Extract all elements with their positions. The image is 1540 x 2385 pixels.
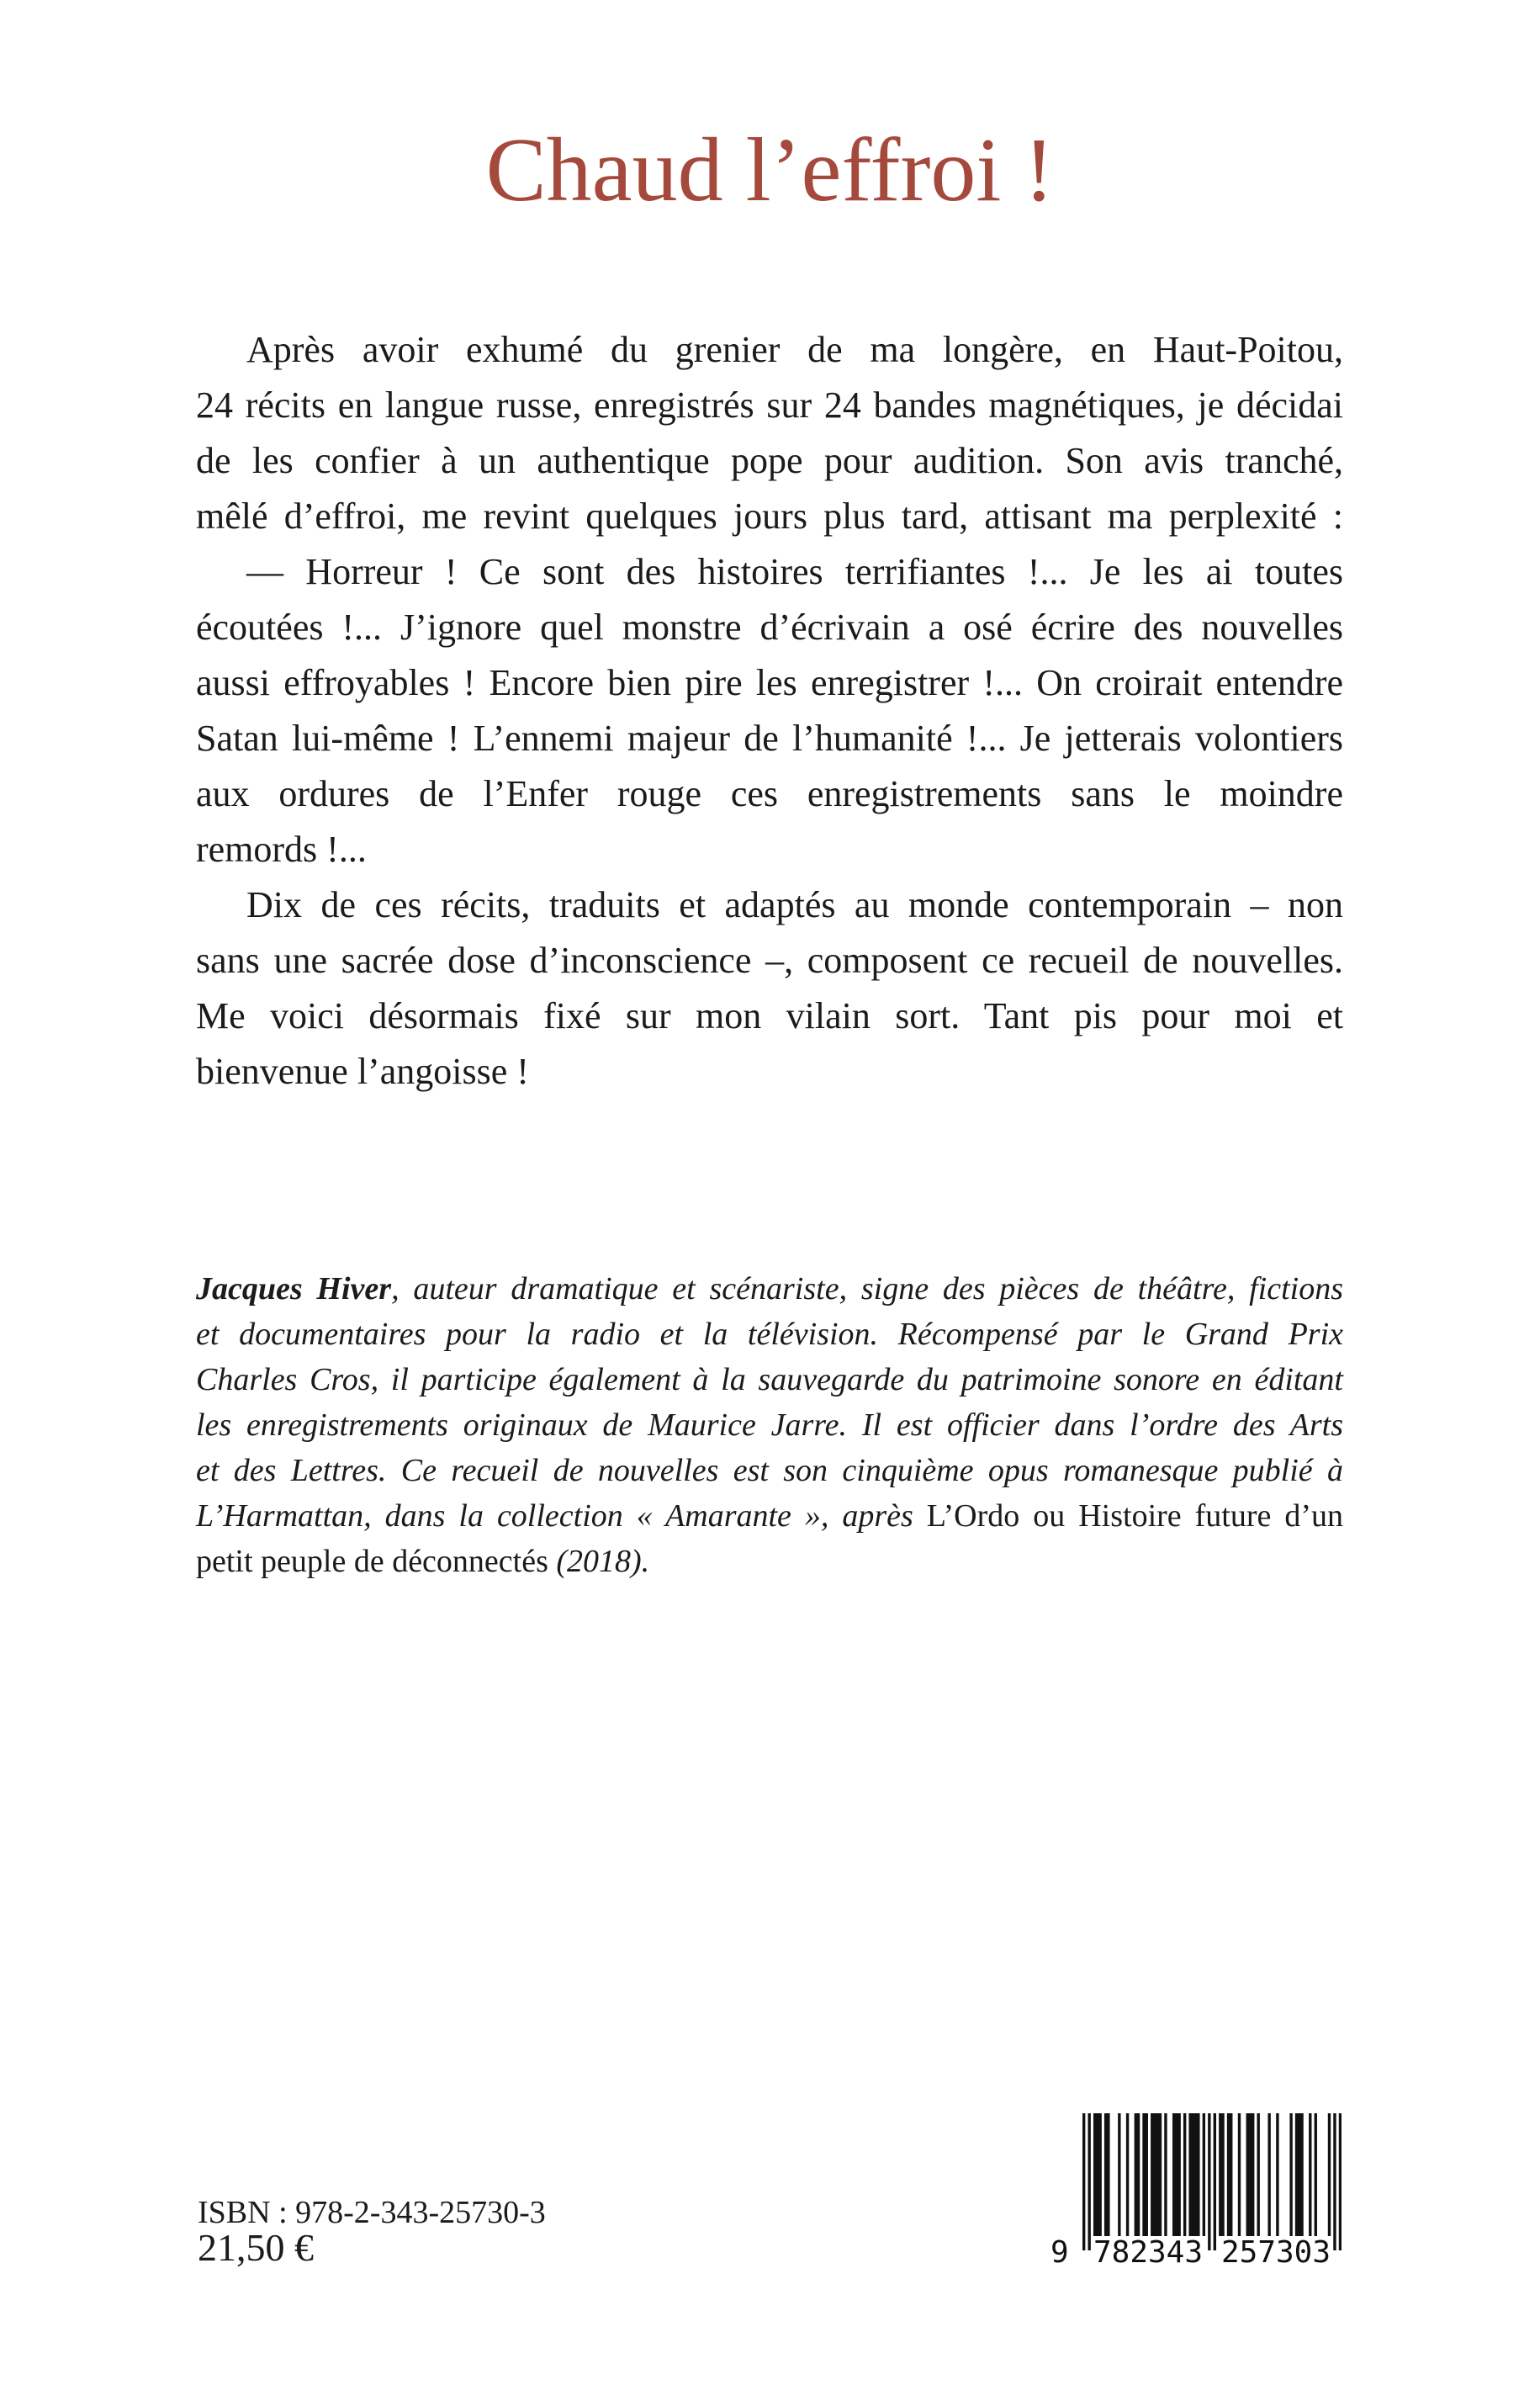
bio-line	[196, 1357, 1343, 1402]
price-text: 21,50 €	[198, 2226, 314, 2269]
bio-line	[196, 1493, 1343, 1539]
blurb-text-block	[196, 322, 1343, 1100]
bio-segment: (2018).	[556, 1544, 650, 1579]
blurb-line: Dix de ces récits, traduits et adaptés au monde contemporain – non	[246, 884, 1343, 925]
book-title: Chaud l’effroi !	[485, 120, 1055, 220]
bio-line	[196, 1312, 1343, 1357]
blurb-line: aux ordures de l’Enfer rouge ces enregistrements sans le moindre	[196, 773, 1343, 814]
author-bio-block	[196, 1266, 1343, 1584]
bio-segment: , auteur dramatique et scénariste, signe des pièces de théâtre, fictions	[391, 1271, 1343, 1306]
blurb-line: — Horreur ! Ce sont des histoires terrifiantes !... Je les ai toutes	[246, 551, 1343, 592]
bio-segment: Charles Cros, il participe également à la sauvegarde du patrimoine sonore en éditant	[196, 1362, 1343, 1397]
blurb-line: sans une sacrée dose d’inconscience –, composent ce recueil de nouvelles.	[196, 940, 1343, 981]
blurb-line: Après avoir exhumé du grenier de ma longère, en Haut-Poitou,	[246, 329, 1343, 370]
bio-segment: Jacques Hiver	[196, 1271, 392, 1306]
blurb-line: écoutées !... J’ignore quel monstre d’écrivain a osé écrire des nouvelles	[196, 607, 1343, 648]
blurb-line: bienvenue l’angoisse !	[196, 1051, 529, 1092]
barcode-bars	[1082, 2113, 1342, 2250]
bio-line	[196, 1448, 1343, 1493]
blurb-line: remords !...	[196, 829, 367, 870]
barcode-first-digit: 9	[1050, 2235, 1069, 2270]
blurb-line: aussi effroyables ! Encore bien pire les enregistrer !... On croirait entendre	[196, 662, 1343, 703]
blurb-line: de les confier à un authentique pope pour audition. Son avis tranché,	[196, 440, 1343, 481]
blurb-line: 24 récits en langue russe, enregistrés sur 24 bandes magnétiques, je décidai	[196, 384, 1343, 426]
blurb-line: Satan lui-même ! L’ennemi majeur de l’humanité !... Je jetterais volontiers	[196, 718, 1343, 759]
bio-line	[196, 1539, 1343, 1584]
bio-segment: petit peuple de déconnectés	[196, 1544, 557, 1579]
bio-segment: et documentaires pour la radio et la télévision. Récompensé par le Grand Prix	[196, 1317, 1343, 1352]
isbn-text: ISBN : 978-2-343-25730-3	[198, 2195, 546, 2230]
bio-segment: L’Harmattan, dans la collection « Amarante », après	[196, 1498, 927, 1534]
barcode-right-group: 257303	[1219, 2236, 1333, 2270]
barcode-left-group: 782343	[1091, 2236, 1205, 2270]
blurb-line: Me voici désormais fixé sur mon vilain sort. Tant pis pour moi et	[196, 995, 1343, 1036]
bio-line	[196, 1266, 1343, 1312]
bio-line	[196, 1402, 1343, 1448]
blurb-line: mêlé d’effroi, me revint quelques jours plus tard, attisant ma perplexité :	[196, 496, 1343, 537]
bio-segment: L’Ordo ou Histoire future d’un	[926, 1498, 1343, 1534]
bio-segment: et des Lettres. Ce recueil de nouvelles est son cinquième opus romanesque publié à	[196, 1453, 1343, 1488]
ean13-barcode	[1050, 2113, 1342, 2273]
bio-segment: les enregistrements originaux de Maurice Jarre. Il est officier dans l’ordre des Arts	[196, 1407, 1343, 1443]
